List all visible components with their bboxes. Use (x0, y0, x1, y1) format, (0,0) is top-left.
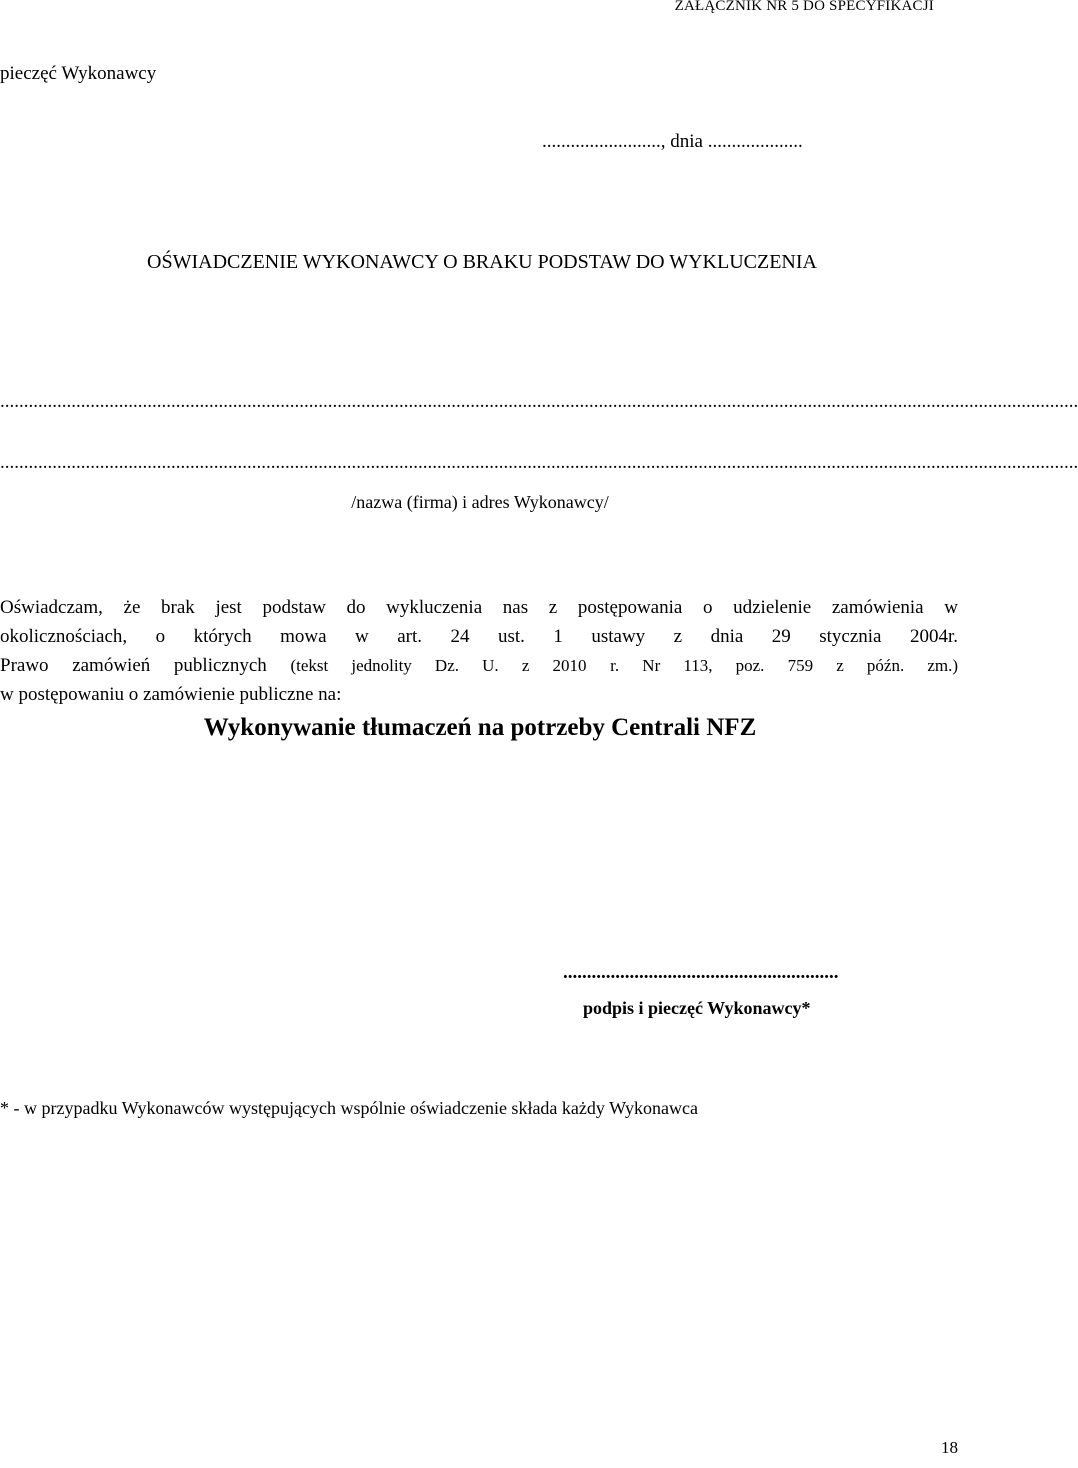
footnote: * - w przypadku Wykonawców występujących wspólnie oświadczenie składa każdy Wykonawca (0, 1098, 698, 1118)
contractor-name-dotted-line-2: ................................................................................................................................................................................................................................... (0, 452, 1078, 473)
signature-dotted-line: .......................................................... (563, 962, 839, 983)
journal-ref: r. Nr 113, poz. 759 z późn. zm.) (610, 656, 959, 675)
document-title: OŚWIADCZENIE WYKONAWCY O BRAKU PODSTAW DO WYKLUCZENIA (147, 251, 817, 273)
place-date-line: ........................., dnia .................... (542, 131, 803, 152)
declaration-line-2: okolicznościach, o których mowa w art. 24 ust. 1 ustawy z dnia 29 stycznia 2004r. (0, 626, 958, 647)
law-name: Prawo zamówień publicznych (0, 655, 267, 676)
declaration-paragraph (0, 593, 960, 709)
contractor-name-dotted-line-1: ................................................................................................................................................................................................................................... (0, 391, 1078, 412)
page-number: 18 (941, 1438, 958, 1457)
contractor-stamp-label: pieczęć Wykonawcy (0, 63, 157, 84)
declaration-line-1: Oświadczam, że brak jest podstaw do wykluczenia nas z postępowania o udzielenie zamówienia w (0, 597, 958, 618)
declaration-line-3 (0, 651, 958, 680)
tender-subject-title: Wykonywanie tłumaczeń na potrzeby Centrali NFZ (203, 714, 757, 741)
contractor-name-caption: /nazwa (firma) i adres Wykonawcy/ (351, 492, 609, 512)
signature-caption: podpis i pieczęć Wykonawcy* (583, 998, 811, 1018)
declaration-line-4: w postępowaniu o zamówienie publiczne na: (0, 684, 342, 705)
attachment-header: ZAŁĄCZNIK NR 5 DO SPECYFIKACJI (674, 0, 934, 14)
consolidated-text-ref: (tekst jednolity Dz. U. z 2010 (290, 656, 587, 675)
